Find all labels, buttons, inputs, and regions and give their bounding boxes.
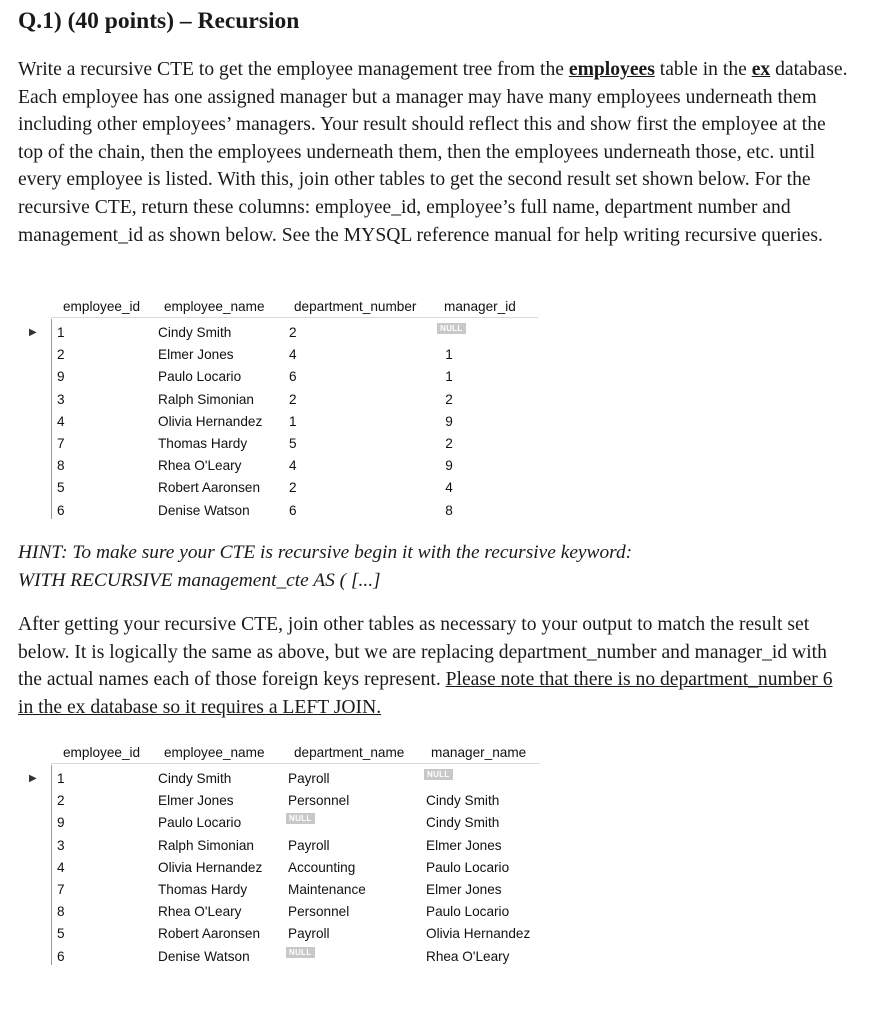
intro-text-2: table in the <box>654 59 752 80</box>
table-cell[interactable]: Payroll <box>288 771 330 786</box>
current-row-arrow-icon: ▶ <box>29 773 37 784</box>
table-cell[interactable]: 1 <box>57 325 65 340</box>
left-join-note: Please note that there is no department_number 6 in the ex database so it requires a LEFT JOIN. <box>18 669 833 718</box>
table-cell[interactable]: Elmer Jones <box>158 347 234 363</box>
column-header-col-4[interactable]: manager_name <box>431 745 527 760</box>
table-cell[interactable]: Ralph Simonian <box>158 837 254 853</box>
table-cell[interactable]: Thomas Hardy <box>158 436 248 451</box>
table-cell[interactable]: Rhea O'Leary <box>158 904 242 920</box>
null-badge: NULL <box>286 947 315 958</box>
intro-text-1: Write a recursive CTE to get the employee management tree from the <box>18 59 569 80</box>
hint <box>18 539 632 595</box>
table-cell[interactable]: 5 <box>57 926 65 942</box>
table-cell[interactable]: 7 <box>57 436 65 451</box>
table-cell[interactable]: Payroll <box>288 837 330 853</box>
table-cell[interactable]: Elmer Jones <box>158 793 234 809</box>
table-cell[interactable]: 4 <box>289 458 297 474</box>
table-cell[interactable]: Cindy Smith <box>426 815 500 831</box>
table-cell[interactable]: Cindy Smith <box>158 325 232 340</box>
table-cell[interactable]: Personnel <box>288 793 350 809</box>
table-cell[interactable]: 6 <box>289 369 297 385</box>
table-cell[interactable]: 9 <box>57 369 65 385</box>
table-cell[interactable]: Olivia Hernandez <box>158 413 263 429</box>
table-cell[interactable]: 5 <box>289 436 297 451</box>
table-cell[interactable]: Paulo Locario <box>158 815 242 831</box>
table-cell[interactable]: 6 <box>289 502 297 518</box>
table-cell[interactable]: 8 <box>57 904 65 920</box>
column-header-employee-id[interactable]: employee_id <box>63 299 141 314</box>
table-cell[interactable]: 4 <box>289 347 297 363</box>
column-header-col-3[interactable]: department_number <box>294 299 417 314</box>
table-cell[interactable]: 9 <box>445 413 453 429</box>
table-cell[interactable]: 9 <box>445 458 453 474</box>
table-cell[interactable]: 9 <box>57 815 65 831</box>
table-cell[interactable]: 2 <box>57 347 65 363</box>
table-cell[interactable]: Personnel <box>288 904 350 920</box>
table-cell[interactable]: Rhea O'Leary <box>426 948 510 964</box>
gutter-divider <box>51 765 52 965</box>
employees-table-ref: employees <box>568 59 655 80</box>
table-cell[interactable]: 4 <box>445 480 453 496</box>
table-cell[interactable]: 1 <box>445 369 453 385</box>
table-cell[interactable]: 2 <box>445 391 453 407</box>
table-cell[interactable]: Elmer Jones <box>426 837 502 853</box>
null-badge: NULL <box>286 813 315 824</box>
table-cell[interactable]: 6 <box>57 948 65 964</box>
intro-text-3: database. Each employee has one assigned manager but a manager may have many employees underneath them including other employees’ managers. Your result should reflect this and show first the employee at the top of the chain, then the employees underneath them, then the employees underneath those, etc. until every employee is listed. With this, join other tables to get the second result set shown below. For the recursive CTE, return these columns: employee_id, employee’s full name, department number and management_id as shown below. See the MYSQL reference manual for help writing recursive queries. <box>18 59 848 246</box>
column-header-employee-id[interactable]: employee_id <box>63 745 141 760</box>
table-cell[interactable]: Maintenance <box>288 882 366 897</box>
table-cell[interactable]: 2 <box>445 436 453 451</box>
question-intro <box>18 56 848 249</box>
table-cell[interactable]: Robert Aaronsen <box>158 480 261 496</box>
table-cell[interactable]: Accounting <box>288 859 356 875</box>
table-cell[interactable]: 4 <box>57 859 65 875</box>
table-cell[interactable]: 1 <box>57 771 65 786</box>
table-cell[interactable]: 5 <box>57 480 65 496</box>
question-title: Q.1) (40 points) – Recursion <box>18 8 300 34</box>
gutter-divider <box>51 319 52 519</box>
table-cell[interactable]: Rhea O'Leary <box>158 458 242 474</box>
table-cell[interactable]: 6 <box>57 502 65 518</box>
table-cell[interactable]: Olivia Hernandez <box>158 859 263 875</box>
after-cte-instructions <box>18 611 848 721</box>
null-badge: NULL <box>424 769 453 780</box>
table-cell[interactable]: Paulo Locario <box>426 904 510 920</box>
table-cell[interactable]: Robert Aaronsen <box>158 926 261 942</box>
table-cell[interactable]: 2 <box>57 793 65 809</box>
table-cell[interactable]: Thomas Hardy <box>158 882 248 897</box>
table-cell[interactable]: Elmer Jones <box>426 882 502 897</box>
table-cell[interactable]: 1 <box>289 413 297 429</box>
column-header-employee-name[interactable]: employee_name <box>164 745 265 760</box>
table-cell[interactable]: 2 <box>289 325 297 340</box>
table-cell[interactable]: 3 <box>57 837 65 853</box>
after-text: After getting your recursive CTE, join other tables as necessary to your output to match the result set below. It is logically the same as above, but we are replacing department_number and manager_id with the actual names each of those foreign keys represent. <box>18 614 827 691</box>
table-cell[interactable]: 1 <box>445 347 453 363</box>
ex-database-ref: ex <box>751 59 771 80</box>
table-cell[interactable]: Paulo Locario <box>158 369 242 385</box>
table-cell[interactable]: 8 <box>445 502 453 518</box>
current-row-arrow-icon: ▶ <box>29 327 37 338</box>
header-divider <box>51 317 538 318</box>
table-cell[interactable]: Payroll <box>288 926 330 942</box>
table-cell[interactable]: Cindy Smith <box>158 771 232 786</box>
null-badge: NULL <box>437 323 466 334</box>
hint-line-1: HINT: To make sure your CTE is recursive begin it with the recursive keyword: <box>18 542 633 563</box>
table-cell[interactable]: Ralph Simonian <box>158 391 254 407</box>
table-cell[interactable]: 8 <box>57 458 65 474</box>
table-cell[interactable]: 4 <box>57 413 65 429</box>
table-cell[interactable]: 7 <box>57 882 65 897</box>
table-cell[interactable]: Olivia Hernandez <box>426 926 531 942</box>
table-cell[interactable]: 2 <box>289 391 297 407</box>
column-header-col-3[interactable]: department_name <box>294 745 405 760</box>
header-divider <box>51 763 540 764</box>
result-grid-2 <box>18 742 540 972</box>
table-cell[interactable]: Cindy Smith <box>426 793 500 809</box>
result-grid-1 <box>18 296 538 526</box>
column-header-employee-name[interactable]: employee_name <box>164 299 265 314</box>
hint-line-2: WITH RECURSIVE management_cte AS ( [...] <box>18 570 381 591</box>
table-cell[interactable]: Paulo Locario <box>426 859 510 875</box>
table-cell[interactable]: Denise Watson <box>158 948 250 964</box>
column-header-col-4[interactable]: manager_id <box>444 299 516 314</box>
table-cell[interactable]: Denise Watson <box>158 502 250 518</box>
table-cell[interactable]: 3 <box>57 391 65 407</box>
table-cell[interactable]: 2 <box>289 480 297 496</box>
